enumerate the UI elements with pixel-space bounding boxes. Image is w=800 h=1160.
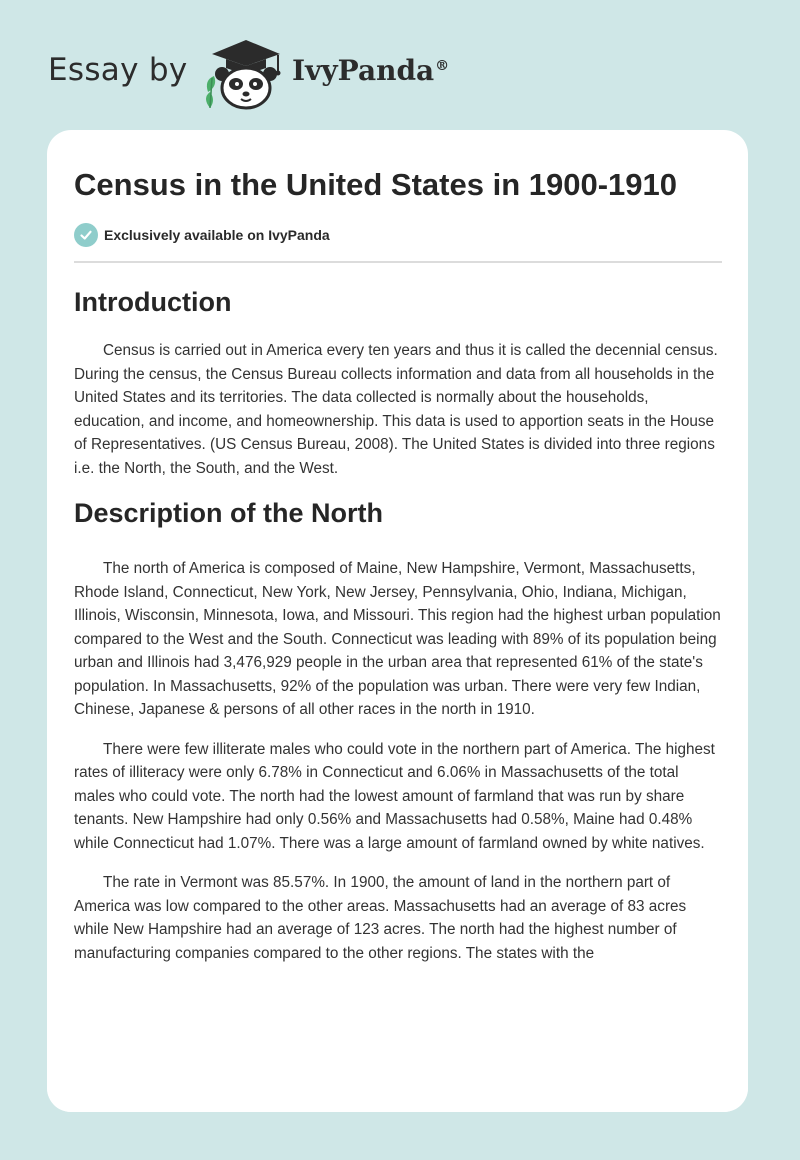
- site-header: [48, 34, 508, 110]
- paragraph: Census is carried out in America every ten years and thus it is called the decennial census. During the census, the Census Bureau collects information and data from all households in the United States and its territories. The data collected is normally about the households, education, and income, and homeownership. This data is used to apportion seats in the House of Representatives. (US Census Bureau, 2008). The United States is divided into three regions i.e. the North, the South, and the West.: [74, 342, 718, 477]
- content-fade: [47, 1052, 748, 1112]
- essay-body: [74, 280, 722, 965]
- brand-name[interactable]: IvyPanda®: [292, 54, 450, 87]
- paragraph: The north of America is composed of Maine, New Hampshire, Vermont, Massachusetts, Rhode Island, Connecticut, New York, New Jersey, Pennsylvania, Ohio, Indiana, Michigan, Illinois, Wisconsin, Minnesota, Iowa, and Missouri. This region had the highest urban population compared to the West and the South. Connecticut was leading with 89% of its population being urban and Illinois had 3,476,929 people in the urban area that represented 61% of the state's population. In Massachusetts, 92% of the population was urban. There were very few Indian, Chinese, Japanese & persons of all other races in the north in 1910.: [74, 560, 721, 718]
- registered-mark: ®: [435, 57, 450, 74]
- check-circle-icon: [74, 223, 98, 247]
- page-title: Census in the United States in 1900-1910: [74, 167, 677, 202]
- badge-text: Exclusively available on IvyPanda: [104, 227, 330, 243]
- section-heading-north: Description of the North: [74, 498, 383, 528]
- paragraph: There were few illiterate males who could vote in the northern part of America. The highest rates of illiteracy were only 6.78% in Connecticut and 6.06% in Massachusetts of the total males who could vote. The north had the lowest amount of farmland that was run by share tenants. New Hampshire had only 0.56% and Massachusetts had 0.58%, Maine had 0.48% while Connecticut had 1.07%. There was a large amount of farmland owned by white natives.: [74, 740, 715, 852]
- section-heading-introduction: Introduction: [74, 287, 232, 317]
- essay-card: [47, 130, 748, 1112]
- exclusive-badge: [74, 223, 330, 247]
- paragraph: The rate in Vermont was 85.57%. In 1900, the amount of land in the northern part of America was low compared to the other areas. Massachusetts had an average of 83 acres while New Hampshire had an average of 123 acres. The north had the highest number of manufacturing companies compared to the other regions. The states with the: [74, 874, 687, 962]
- panda-graduate-icon[interactable]: [200, 34, 284, 110]
- brand-prefix: Essay by: [48, 52, 188, 88]
- title-divider: [74, 261, 722, 263]
